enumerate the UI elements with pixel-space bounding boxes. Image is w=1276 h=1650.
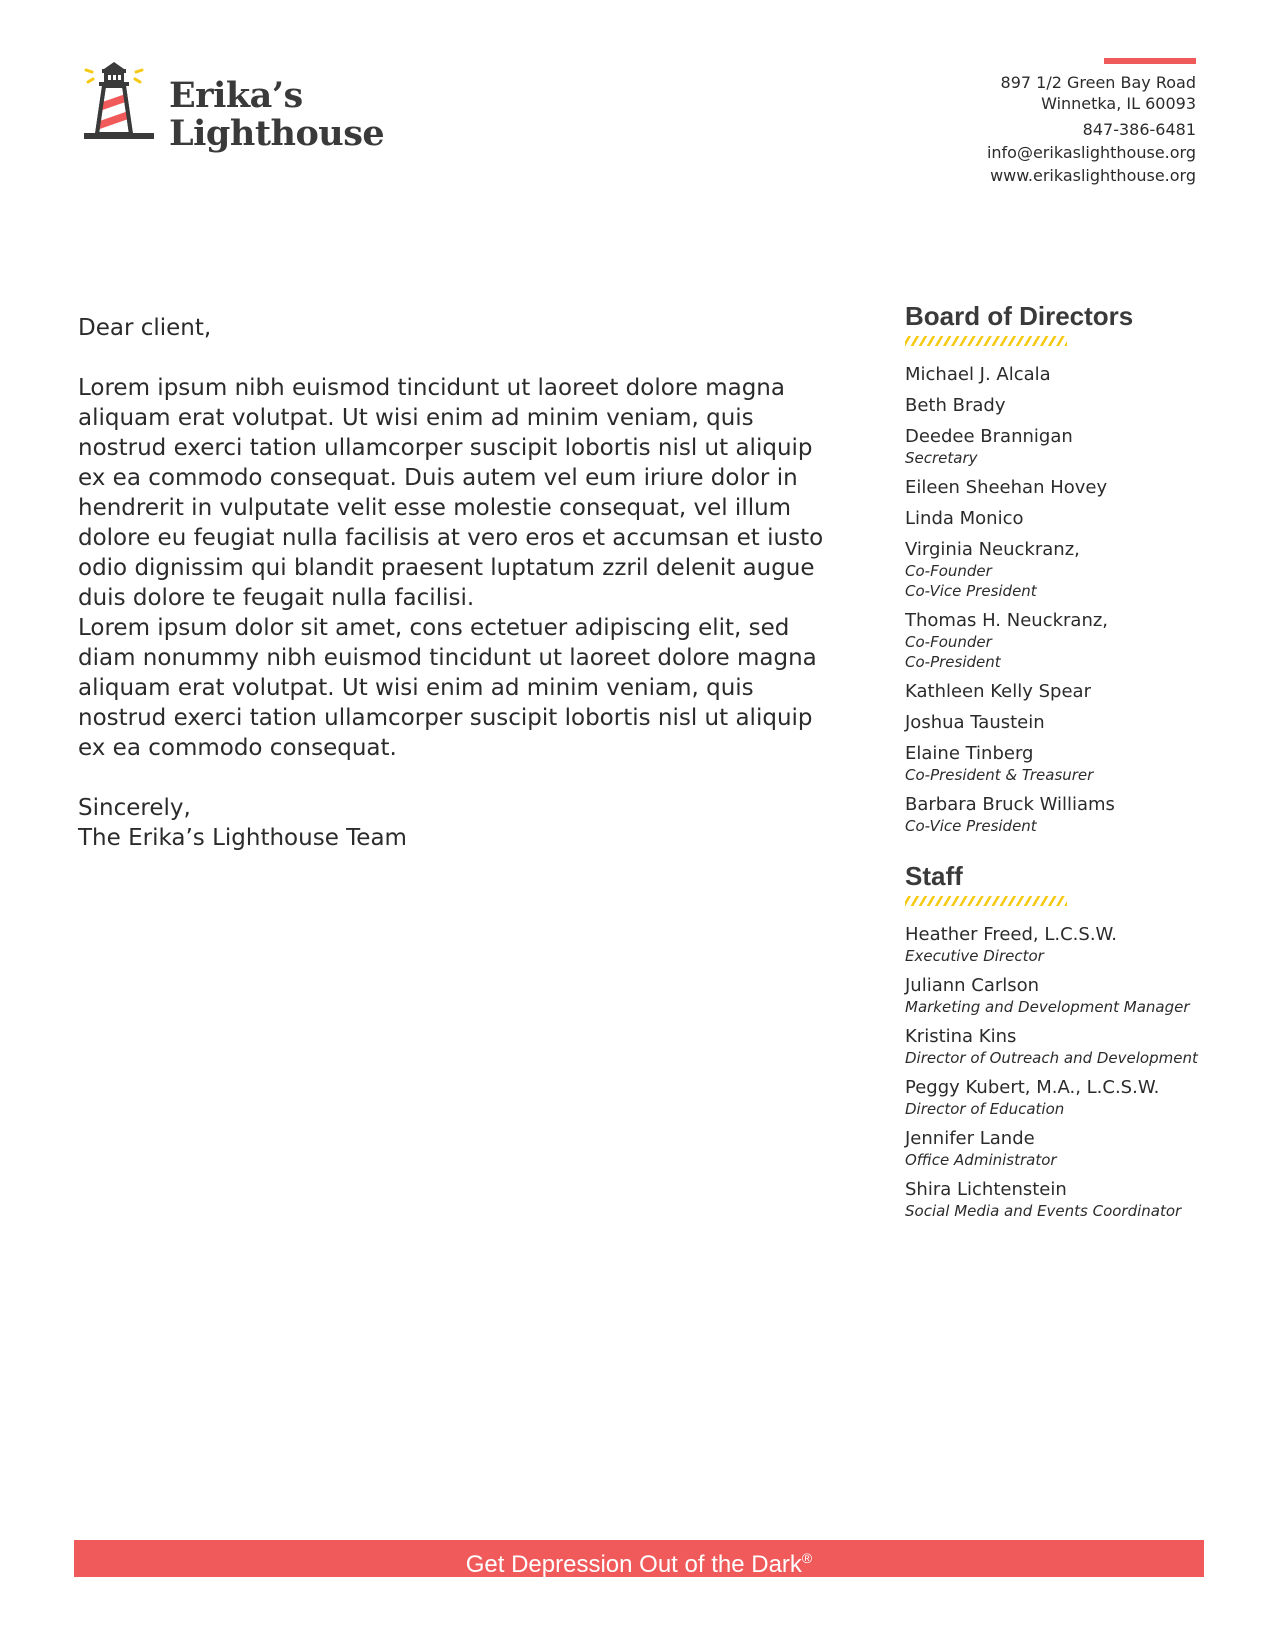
staff-list: [905, 924, 1205, 1221]
member-role: Co-President: [905, 653, 1001, 671]
board-member: [905, 477, 1205, 499]
logo-line2: Lighthouse: [169, 113, 385, 154]
member-name: Michael J. Alcala: [905, 364, 1051, 385]
board-member: [905, 508, 1205, 530]
address: [987, 72, 1196, 114]
member-role: Co-Vice President: [905, 817, 1037, 835]
member-name: Deedee Brannigan: [905, 426, 1073, 447]
staff-member: [905, 1128, 1205, 1170]
member-name: Peggy Kubert, M.A., L.C.S.W.: [905, 1077, 1160, 1098]
hatch-divider: [905, 336, 1067, 346]
member-role: Executive Director: [905, 947, 1044, 965]
signature: The Erika’s Lighthouse Team: [78, 825, 407, 851]
member-role: Office Administrator: [905, 1151, 1057, 1169]
staff-member: [905, 1179, 1205, 1221]
sidebar: [905, 300, 1205, 1230]
staff-member: [905, 1026, 1205, 1068]
accent-bar: [1104, 58, 1196, 64]
member-name: Thomas H. Neuckranz,: [905, 610, 1109, 631]
member-name: Joshua Taustein: [905, 712, 1045, 733]
member-name: Eileen Sheehan Hovey: [905, 477, 1108, 498]
board-member: [905, 743, 1205, 785]
staff-title: Staff: [905, 861, 963, 891]
member-name: Jennifer Lande: [905, 1128, 1035, 1149]
staff-member: [905, 924, 1205, 966]
staff-member: [905, 1077, 1205, 1119]
member-role: Marketing and Development Manager: [905, 998, 1190, 1016]
email-link[interactable]: info@erikaslighthouse.org: [986, 143, 1196, 162]
member-name: Juliann Carlson: [905, 975, 1040, 996]
member-role: Co-Founder: [905, 633, 992, 651]
staff-member: [905, 975, 1205, 1017]
member-role: Director of Education: [905, 1100, 1065, 1118]
phone: 847-386-6481: [1082, 120, 1196, 139]
board-title: Board of Directors: [905, 301, 1134, 331]
member-name: Elaine Tinberg: [905, 743, 1034, 764]
board-member: [905, 539, 1205, 601]
contact-block: [987, 58, 1196, 186]
logo-line1: Erika’s: [169, 75, 303, 116]
member-role: Director of Outreach and Development: [905, 1049, 1198, 1067]
closing: Sincerely,: [78, 795, 191, 821]
member-role: Co-Founder: [905, 562, 992, 580]
board-section: [905, 300, 1205, 836]
board-member: [905, 426, 1205, 468]
member-name: Kristina Kins: [905, 1026, 1017, 1047]
logo-wordmark: [169, 77, 384, 153]
website-link[interactable]: www.erikaslighthouse.org: [990, 166, 1196, 185]
board-member: [905, 395, 1205, 417]
member-role: Social Media and Events Coordinator: [905, 1202, 1182, 1220]
address-line2: Winnetka, IL 60093: [1041, 94, 1196, 113]
letter-body: [78, 313, 838, 853]
member-role: Co-President & Treasurer: [905, 766, 1094, 784]
board-list: [905, 364, 1205, 836]
letter-paragraph-2: Lorem ipsum dolor sit amet, cons ectetuer adipiscing elit, sed diam nonummy nibh euismod tincidunt ut laoreet dolore magna aliquam erat volutpat. Ut wisi enim ad minim veniam, quis nostrud exerci tation ullamcorper suscipit lobortis nisl ut aliquip ex ea commodo consequat.: [78, 615, 817, 761]
board-member: [905, 794, 1205, 836]
member-role: Secretary: [905, 449, 978, 467]
footer-banner: [74, 1540, 1204, 1577]
logo: [84, 55, 384, 165]
staff-section: [905, 860, 1205, 1221]
board-member: [905, 364, 1205, 386]
registered-mark: ®: [801, 1550, 813, 1566]
member-name: Linda Monico: [905, 508, 1024, 529]
address-line1: 897 1/2 Green Bay Road: [1000, 73, 1196, 92]
board-member: [905, 712, 1205, 734]
member-name: Beth Brady: [905, 395, 1006, 416]
lighthouse-icon: [84, 55, 164, 147]
member-name: Virginia Neuckranz,: [905, 539, 1080, 560]
board-member: [905, 681, 1205, 703]
footer-tagline: Get Depression Out of the Dark: [465, 1551, 802, 1578]
member-name: Shira Lichtenstein: [905, 1179, 1067, 1200]
hatch-divider: [905, 896, 1067, 906]
salutation: Dear client,: [78, 315, 212, 341]
member-name: Heather Freed, L.C.S.W.: [905, 924, 1118, 945]
board-member: [905, 610, 1205, 672]
member-name: Barbara Bruck Williams: [905, 794, 1115, 815]
letter-paragraph-1: Lorem ipsum nibh euismod tincidunt ut laoreet dolore magna aliquam erat volutpat. Ut wisi enim ad minim veniam, quis nostrud exerci tation ullamcorper suscipit lobortis nisl ut aliquip ex ea commodo consequat. Duis autem vel eum iriure dolor in hendrerit in vulputate velit esse molestie consequat, vel illum dolore eu feugiat nulla facilisis at vero eros et accumsan et iusto odio dignissim qui blandit praesent luptatum zzril delenit augue duis dolore te feugait nulla facilisi.: [78, 375, 824, 611]
member-name: Kathleen Kelly Spear: [905, 681, 1091, 702]
member-role: Co-Vice President: [905, 582, 1037, 600]
